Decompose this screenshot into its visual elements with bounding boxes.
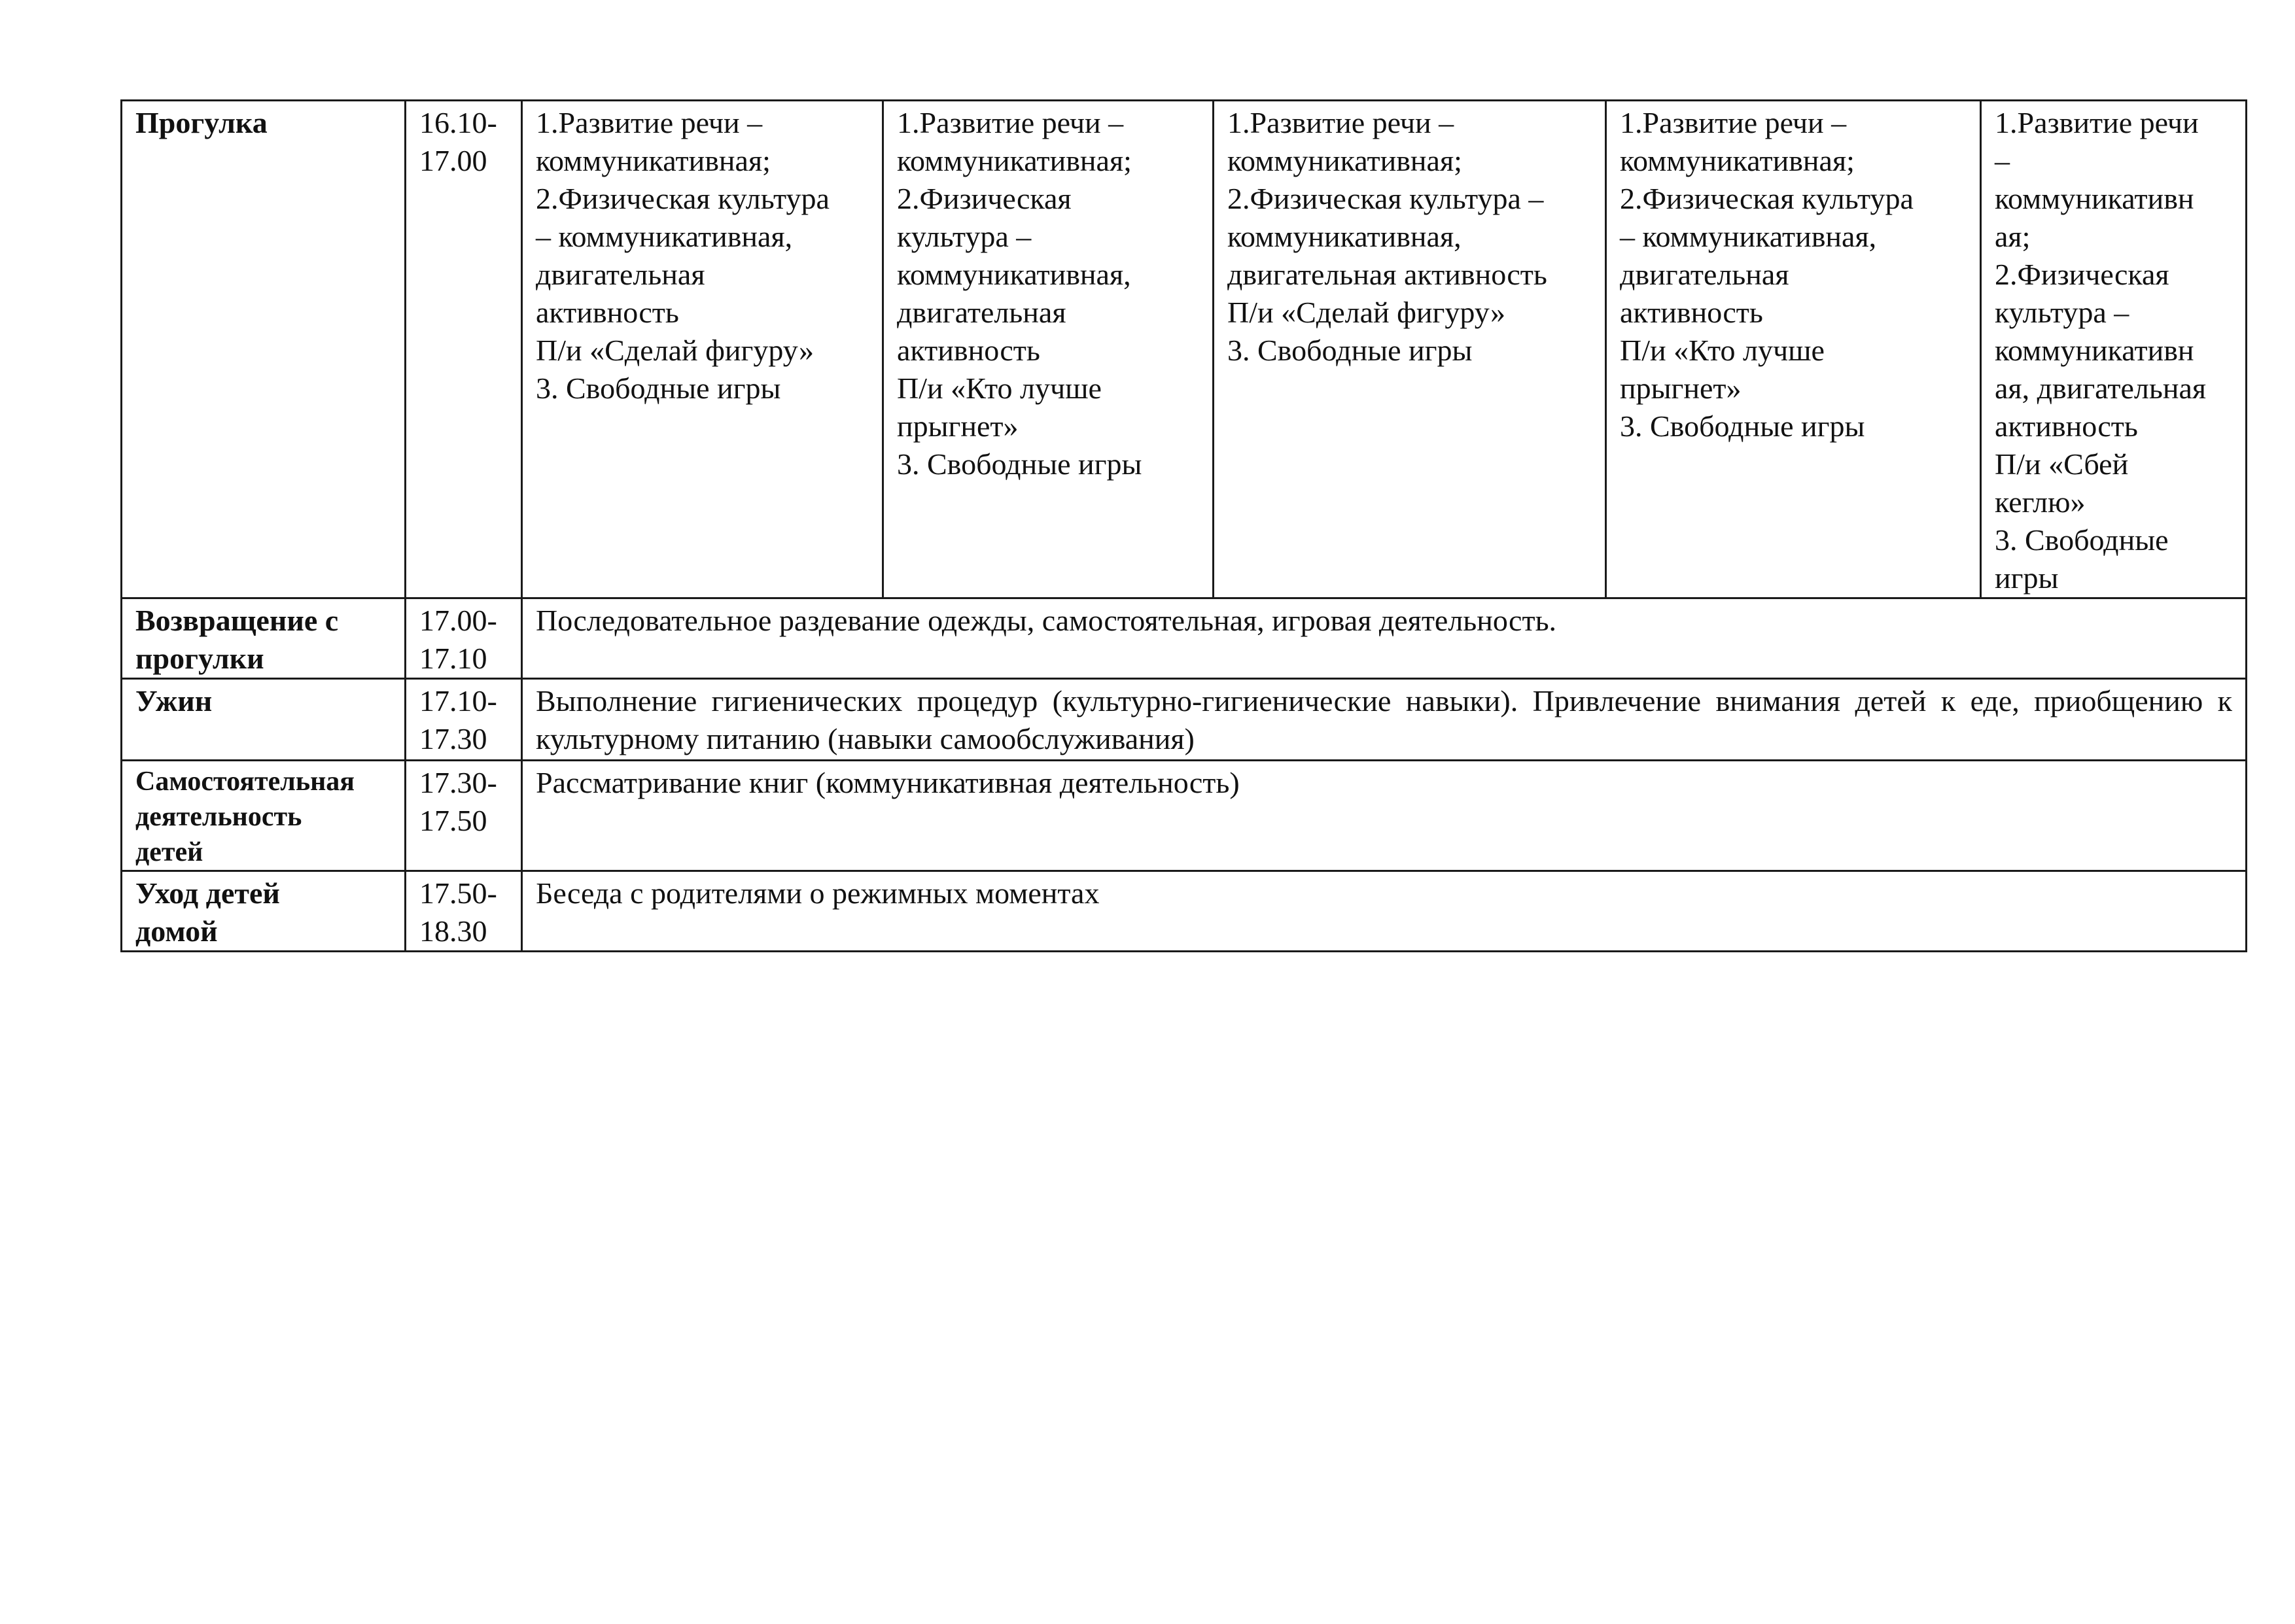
activity-name-line: домой [135,914,218,948]
table-row [122,598,2247,679]
cell-line: ая; [1995,220,2031,253]
cell-line: коммуникативная; [1227,144,1462,177]
activity-name-line: деятельность [135,802,302,832]
cell-line: П/и «Сделай фигуру» [536,334,814,367]
cell-line: прыгнет» [897,409,1019,443]
activity-cell [122,679,406,761]
cell-line: 1.Развитие речи – [1620,106,1847,139]
day-cell-1 [522,101,883,598]
time-cell [406,761,522,871]
cell-line: 1.Развитие речи – [536,106,763,139]
activity-name-line: детей [135,837,203,867]
cell-line: активность [1620,296,1763,329]
cell-line: кеглю» [1995,485,2086,519]
time-end: 17.50 [419,804,487,837]
cell-line: культура – [897,220,1032,253]
activity-name-line: прогулки [135,642,264,675]
cell-line: 3. Свободные игры [1620,409,1865,443]
day-cell-5 [1981,101,2247,598]
time-end: 17.00 [419,144,487,177]
table-row [122,871,2247,952]
time-end: 18.30 [419,914,487,948]
cell-line: активность [1995,409,2138,443]
cell-line: коммуникативная; [897,144,1132,177]
day-cell-4 [1606,101,1981,598]
cell-line: 3. Свободные [1995,523,2169,557]
cell-line: коммуникативная, [1227,220,1462,253]
activity-name-line: Возвращение с [135,604,339,637]
cell-line: 3. Свободные игры [897,447,1142,481]
table-row [122,761,2247,871]
time-start: 17.10- [419,684,497,717]
cell-line: двигательная активность [1227,258,1547,291]
cell-line: ая, двигательная [1995,371,2207,405]
cell-line: – коммуникативная, [1620,220,1877,253]
cell-line: 1.Развитие речи [1995,106,2199,139]
day-cell-3 [1214,101,1606,598]
cell-line: 2.Физическая культура [536,182,830,215]
description-text: Беседа с родителями о режимных моментах [536,876,1100,910]
time-start: 16.10- [419,106,497,139]
activity-cell [122,598,406,679]
description-text: Рассматривание книг (коммуникативная деятельность) [536,766,1240,799]
cell-line: – коммуникативная, [536,220,793,253]
activity-name-line: Самостоятельная [135,767,355,797]
cell-line: коммуникативн [1995,182,2194,215]
time-start: 17.50- [419,876,497,910]
cell-line: 3. Свободные игры [536,371,781,405]
time-start: 17.30- [419,766,497,799]
cell-line: коммуникативная; [536,144,771,177]
time-cell [406,871,522,952]
cell-line: коммуникативная, [897,258,1131,291]
table-row [122,679,2247,761]
cell-line: коммуникативн [1995,334,2194,367]
time-cell [406,679,522,761]
cell-line: игры [1995,561,2059,595]
activity-description [522,761,2247,871]
activity-description [522,871,2247,952]
cell-line: активность [897,334,1040,367]
cell-line: 1.Развитие речи – [897,106,1124,139]
description-text: Выполнение гигиенических процедур (культурно-гигиенические навыки). Привлечение внимания детей к еде, приобщению к культурному питанию (навыки самообслуживания) [536,684,2232,755]
cell-line: прыгнет» [1620,371,1742,405]
cell-line: 2.Физическая культура – [1227,182,1544,215]
cell-line: коммуникативная; [1620,144,1855,177]
table-row [122,101,2247,598]
cell-line: культура – [1995,296,2129,329]
cell-line: 3. Свободные игры [1227,334,1473,367]
time-start: 17.00- [419,604,497,637]
cell-line: П/и «Кто лучше [1620,334,1825,367]
cell-line: П/и «Сделай фигуру» [1227,296,1505,329]
description-text: Последовательное раздевание одежды, самостоятельная, игровая деятельность. [536,604,1557,637]
activity-cell [122,101,406,598]
cell-line: двигательная [897,296,1066,329]
cell-line: 2.Физическая культура [1620,182,1914,215]
cell-line: двигательная [1620,258,1789,291]
cell-line: 1.Развитие речи – [1227,106,1454,139]
activity-name: Прогулка [135,106,268,139]
cell-line: активность [536,296,679,329]
time-cell [406,101,522,598]
day-cell-2 [883,101,1214,598]
cell-line: двигательная [536,258,705,291]
time-end: 17.10 [419,642,487,675]
activity-name-line: Уход детей [135,876,280,910]
activity-description [522,679,2247,761]
cell-line: 2.Физическая [897,182,1072,215]
daily-schedule-table [120,99,2247,952]
time-cell [406,598,522,679]
time-end: 17.30 [419,722,487,755]
activity-description [522,598,2247,679]
cell-line: П/и «Кто лучше [897,371,1102,405]
activity-cell [122,871,406,952]
cell-line: – [1995,144,2010,177]
activity-name: Ужин [135,684,213,717]
activity-cell [122,761,406,871]
cell-line: 2.Физическая [1995,258,2169,291]
cell-line: П/и «Сбей [1995,447,2129,481]
